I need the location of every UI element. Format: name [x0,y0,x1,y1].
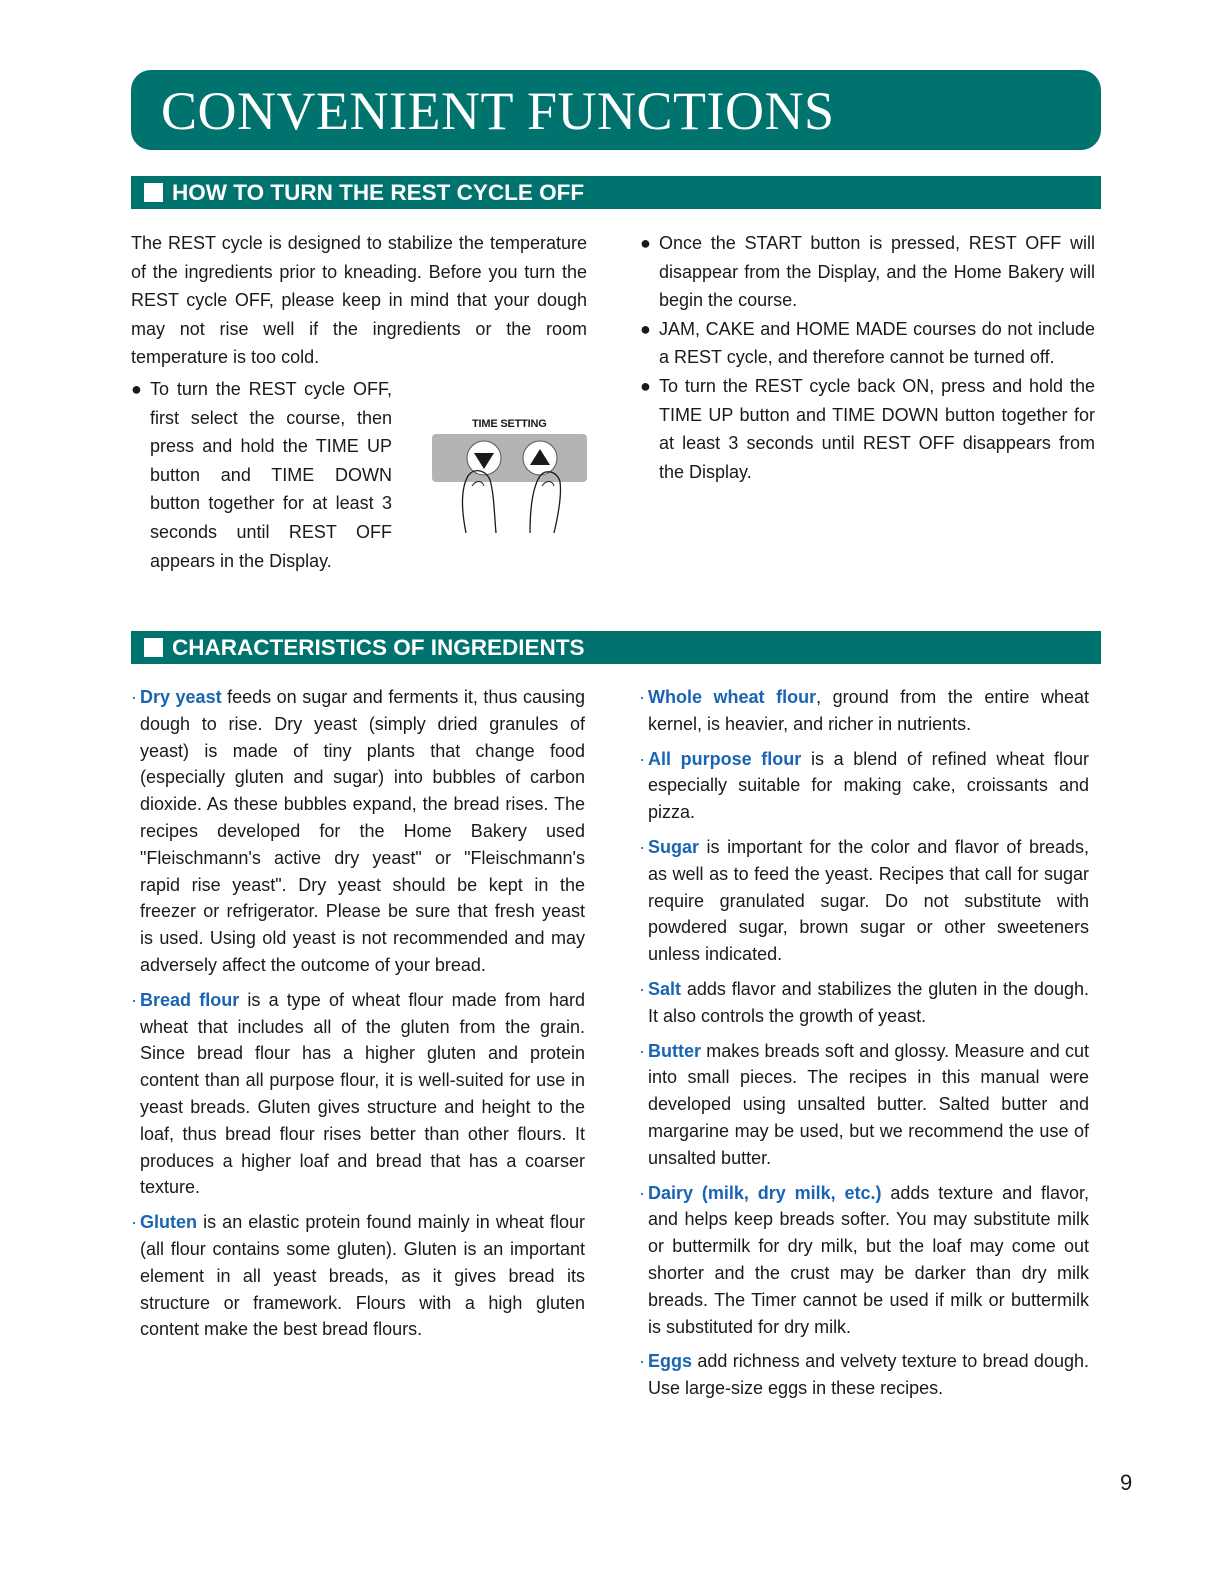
bullet-icon: ● [640,233,651,253]
ingredient-description: adds flavor and stabilizes the gluten in the dough. It also controls the growth of yeast. [648,978,1089,1026]
bullet-item [640,372,1095,486]
bullet-text: To turn the REST cycle OFF, first select the course, then press and hold the TIME UP button and TIME DOWN button together for at least 3 seconds until REST OFF appears in the Display. [150,379,392,571]
ingredient-item [639,746,1089,826]
term-marker-icon: · [131,1212,137,1233]
term-marker-icon: · [639,978,645,999]
rest-cycle-off-instructions [131,375,392,575]
ingredient-description: feeds on sugar and ferments it, thus causing dough to rise. Dry yeast (simply dried granules of yeast) is made of tiny plants that change food (especially gluten and sugar) into bubbles of carbon dioxide. As these bubbles expand, the bread rises. The recipes developed for the Home Bakery used "Fleischmann's active dry yeast" or "Fleischmann's rapid rise yeast". Dry yeast should be kept in the freezer or refrigerator. Please be sure that fresh yeast is used. Using old yeast is not recommended and may adversely affect the outcome of your bread. [140,687,585,975]
rest-cycle-left-column [131,229,587,372]
term-marker-icon: · [639,1351,645,1372]
ingredient-item [639,976,1089,1030]
section-heading-rest-cycle [131,176,1101,209]
fingernail-right-icon [542,482,554,487]
button-panel [432,434,587,482]
page-title: CONVENIENT FUNCTIONS [161,81,835,141]
square-icon [144,638,163,657]
title-banner [131,70,1101,150]
term-marker-icon: · [639,1040,645,1061]
bullet-item [640,315,1095,372]
ingredient-description: is a blend of refined wheat flour especially suitable for making cake, croissants and pizza. [648,748,1090,823]
bullet-text: Once the START button is pressed, REST OFF will disappear from the Display, and the Home Bakery will begin the course. [659,233,1095,311]
ingredient-description: is an elastic protein found mainly in wheat flour (all flour contains some gluten). Gluten is an important element in all yeast breads, as it gives bread its structure or framework. Flours with a high gluten content make the best bread flours. [140,1212,585,1340]
ingredient-term: Eggs [648,1351,693,1372]
ingredients-left-column [131,684,585,1351]
ingredient-description: is important for the color and flavor of breads, as well as to feed the yeast. Recipes that call for sugar require granulated sugar. Do not substitute with powdered sugar, brown sugar or other sweeteners unless indicated. [648,836,1089,965]
time-setting-buttons-illustration [432,418,587,538]
ingredient-description: is a type of wheat flour made from hard wheat that includes all of the gluten from the grain. Since bread flour has a higher gluten and protein content than all purpose flour, it is well-suited for use in yeast breads. Gluten gives structure and height to the loaf, thus bread flour rises better than other flours. It produces a higher loaf and bread that has a coarser texture. [140,989,586,1198]
ingredient-item [639,1038,1089,1172]
bullet-icon: ● [640,318,651,339]
ingredient-item [639,1180,1089,1341]
rest-cycle-right-column [640,229,1095,486]
term-marker-icon: · [131,989,137,1010]
ingredient-term: Whole wheat flour [648,687,817,707]
section-heading-text: HOW TO TURN THE REST CYCLE OFF [172,179,585,205]
ingredient-description: , ground from the entire wheat kernel, is heavier, and richer in nutrients. [648,687,1090,734]
ingredient-term: Salt [648,978,682,999]
ingredient-term: Sugar [648,836,700,857]
time-setting-figure [432,418,587,538]
ingredient-term: Bread flour [140,989,240,1010]
bullet-icon: ● [640,375,651,396]
ingredient-item [639,1348,1089,1402]
ingredient-item [639,834,1089,968]
bullet-text: JAM, CAKE and HOME MADE courses do not include a REST cycle, and therefore cannot be turned off. [659,318,1095,368]
ingredient-term: Dry yeast [140,687,222,707]
term-marker-icon: · [639,1182,645,1203]
ingredient-item [131,1209,585,1343]
ingredients-right-column [639,684,1089,1410]
bullet-item [640,229,1095,315]
figure-label: TIME SETTING [472,418,547,430]
term-marker-icon: · [131,687,137,707]
term-marker-icon: · [639,687,645,707]
rest-cycle-intro: The REST cycle is designed to stabilize the temperature of the ingredients prior to kneading. Before you turn the REST cycle OFF, please keep in mind that your dough may not rise well if the ingredients or the room temperature is too cold. [131,233,587,368]
ingredient-item [639,684,1089,738]
term-marker-icon: · [639,748,645,769]
term-marker-icon: · [639,836,645,857]
ingredient-term: Butter [648,1040,701,1061]
section-heading-text: CHARACTERISTICS OF INGREDIENTS [172,634,585,660]
fingernail-left-icon [472,482,484,487]
ingredient-description: add richness and velvety texture to bread dough. Use large-size eggs in these recipes. [648,1351,1089,1399]
square-icon [144,183,163,202]
ingredient-term: Gluten [140,1212,197,1233]
ingredient-description: adds texture and flavor, and helps keep breads softer. You may substitute milk or buttermilk for dry milk, but the loaf may come out shorter and the crust may be darker than dry milk breads. The Timer cannot be used if milk or buttermilk is substituted for dry milk. [648,1182,1089,1337]
section-heading-ingredients [131,631,1101,664]
ingredient-description: makes breads soft and glossy. Measure and cut into small pieces. The recipes in this manual were developed using unsalted butter. Salted butter and margarine may be used, but we recommend the use of unsalted butter. [648,1040,1089,1168]
bullet-icon: ● [131,379,142,399]
bullet-item [131,375,392,575]
bullet-text: To turn the REST cycle back ON, press and hold the TIME UP button and TIME DOWN button together for at least 3 seconds until REST OFF disappears from the Display. [659,375,1095,482]
page-number: 9 [1120,1470,1133,1495]
ingredient-term: All purpose flour [648,748,802,769]
ingredient-item [131,987,585,1201]
ingredient-item [131,684,585,979]
ingredient-term: Dairy (milk, dry milk, etc.) [648,1182,882,1203]
